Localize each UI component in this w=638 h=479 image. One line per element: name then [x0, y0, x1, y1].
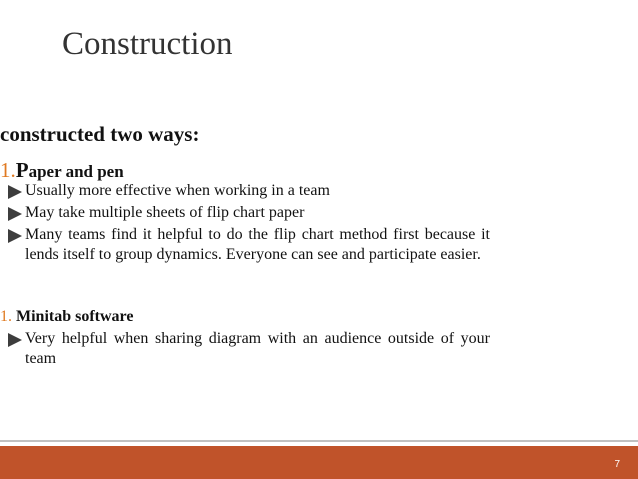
footer-divider — [0, 440, 638, 442]
section-heading-first-letter: P — [15, 158, 29, 182]
section-number: 1. — [0, 308, 12, 325]
slide-title: Construction — [62, 26, 233, 62]
list-item — [8, 329, 490, 369]
intro-text: constructed two ways: — [0, 122, 200, 146]
section-heading-text: Minitab software — [16, 308, 134, 325]
footer-bar — [0, 446, 638, 479]
bullet-list-minitab — [8, 329, 490, 371]
section-heading-text: aper and pen — [28, 162, 124, 181]
list-item — [8, 181, 490, 201]
list-item-text: Usually more effective when working in a team — [25, 182, 330, 199]
list-item-text: Very helpful when sharing diagram with an audience outside of your team — [25, 330, 490, 367]
bullet-arrow-icon — [8, 229, 22, 243]
section-number: 1. — [0, 158, 16, 182]
list-item — [8, 225, 490, 265]
list-item-text: May take multiple sheets of flip chart paper — [25, 204, 305, 221]
list-item — [8, 203, 490, 223]
section-heading-minitab — [0, 306, 133, 328]
bullet-list-paper — [8, 181, 490, 267]
bullet-arrow-icon — [8, 207, 22, 221]
list-item-text: Many teams find it helpful to do the flip chart method first because it lends itself to group dynamics. Everyone can see and participate easier. — [25, 226, 490, 263]
bullet-arrow-icon — [8, 185, 22, 199]
bullet-arrow-icon — [8, 333, 22, 347]
page-number: 7 — [614, 459, 620, 470]
